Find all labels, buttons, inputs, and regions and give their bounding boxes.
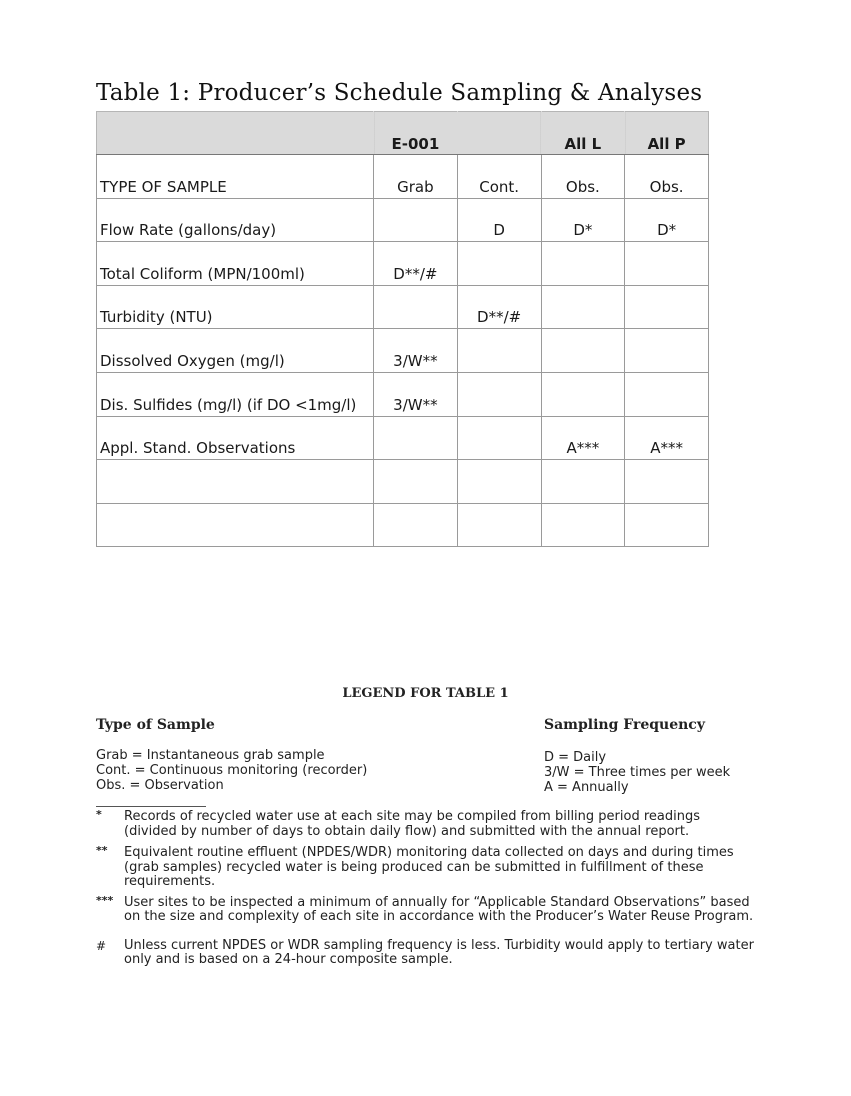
row-label: [97, 503, 374, 547]
sampling-frequency-heading: Sampling Frequency: [544, 717, 705, 733]
row-label: Dis. Sulfides (mg/l) (if DO <1mg/l): [97, 372, 374, 416]
footnote-mark: #: [96, 938, 107, 953]
table-cell: [374, 416, 458, 460]
table-cell: [541, 372, 625, 416]
sampling-frequency-list: [544, 750, 730, 795]
table-cell: [541, 329, 625, 373]
table-cell: [457, 503, 541, 547]
table-cell: [457, 416, 541, 460]
footnote-mark: **: [96, 844, 108, 857]
table-cell: [457, 329, 541, 373]
footnote-text: User sites to be inspected a minimum of annually for “Applicable Standard Observations” based on the size and complexity of each site in accordance with the Producer’s Water Reuse Program.: [124, 894, 754, 924]
legend-item: Grab = Instantaneous grab sample: [96, 748, 325, 763]
table-cell: 3/W**: [374, 329, 458, 373]
table-cell: [625, 503, 709, 547]
page-title: Table 1: Producer’s Schedule Sampling & Analyses: [96, 80, 703, 106]
header-cell-all-p: All P: [625, 112, 709, 155]
table-row: [97, 285, 709, 329]
footnote-mark: ***: [96, 893, 114, 907]
table-cell: D**/#: [374, 242, 458, 286]
legend-title: LEGEND FOR TABLE 1: [342, 686, 509, 701]
footnote-text: Unless current NPDES or WDR sampling frequency is less. Turbidity would apply to tertiary water only and is based on a 24-hour composite sample.: [124, 937, 754, 967]
table-cell: [541, 503, 625, 547]
table-row: [97, 329, 709, 373]
table-cell: [541, 285, 625, 329]
table-cell: A***: [625, 416, 709, 460]
row-label: Dissolved Oxygen (mg/l): [97, 329, 374, 373]
table-cell: Obs.: [625, 155, 709, 199]
table-row: [97, 503, 709, 547]
table-header-row: [97, 112, 709, 155]
row-label: Appl. Stand. Observations: [97, 416, 374, 460]
table-cell: A***: [541, 416, 625, 460]
table-cell: [374, 460, 458, 504]
footnotes: [96, 808, 756, 968]
type-of-sample-heading: Type of Sample: [96, 717, 215, 733]
table-cell: Obs.: [541, 155, 625, 199]
table-cell: [374, 198, 458, 242]
table-cell: Cont.: [457, 155, 541, 199]
table-cell: [374, 503, 458, 547]
row-label: TYPE OF SAMPLE: [97, 155, 374, 199]
legend-item: A = Annually: [544, 780, 629, 795]
table-cell: [625, 372, 709, 416]
row-label: Turbidity (NTU): [97, 285, 374, 329]
schedule-table: [96, 111, 709, 547]
header-cell-all-l: All L: [541, 112, 625, 155]
table-cell: [541, 460, 625, 504]
table-row: [97, 155, 709, 199]
footnote: [96, 893, 756, 925]
table-cell: Grab: [374, 155, 458, 199]
table-cell: [457, 242, 541, 286]
footnote-text: Equivalent routine effluent (NPDES/WDR) monitoring data collected on days and during times (grab samples) recycled water is being produced can be submitted in fulfillment of these requirements.: [124, 845, 734, 889]
table-cell: D**/#: [457, 285, 541, 329]
table-cell: D: [457, 198, 541, 242]
table-cell: [625, 460, 709, 504]
table-row: [97, 372, 709, 416]
footnote-divider: [96, 806, 206, 807]
footnote-mark: *: [96, 808, 102, 821]
table-cell: D*: [625, 198, 709, 242]
footnote-text: Records of recycled water use at each site may be compiled from billing period readings (divided by number of days to obtain daily flow) and submitted with the annual report.: [124, 809, 700, 839]
table-cell: [457, 372, 541, 416]
legend-item: Obs. = Observation: [96, 778, 224, 793]
table-cell: [625, 285, 709, 329]
table-cell: [374, 285, 458, 329]
legend-item: Cont. = Continuous monitoring (recorder): [96, 763, 368, 778]
table-cell: D*: [541, 198, 625, 242]
table-row: [97, 242, 709, 286]
header-cell: [457, 112, 541, 155]
row-label: Flow Rate (gallons/day): [97, 198, 374, 242]
table-cell: [457, 460, 541, 504]
row-label: Total Coliform (MPN/100ml): [97, 242, 374, 286]
table-row: [97, 416, 709, 460]
table-row: [97, 198, 709, 242]
legend-item: 3/W = Three times per week: [544, 765, 731, 780]
table-cell: [625, 329, 709, 373]
table-row: [97, 460, 709, 504]
table-cell: 3/W**: [374, 372, 458, 416]
type-of-sample-list: [96, 748, 367, 793]
footnote: [96, 810, 756, 839]
footnote: [96, 846, 756, 890]
header-cell-e001: E-001: [374, 112, 458, 155]
footnote: [96, 939, 756, 968]
row-label: [97, 460, 374, 504]
legend-item: D = Daily: [544, 750, 607, 765]
table-cell: [541, 242, 625, 286]
table-cell: [625, 242, 709, 286]
header-cell: [97, 112, 374, 155]
